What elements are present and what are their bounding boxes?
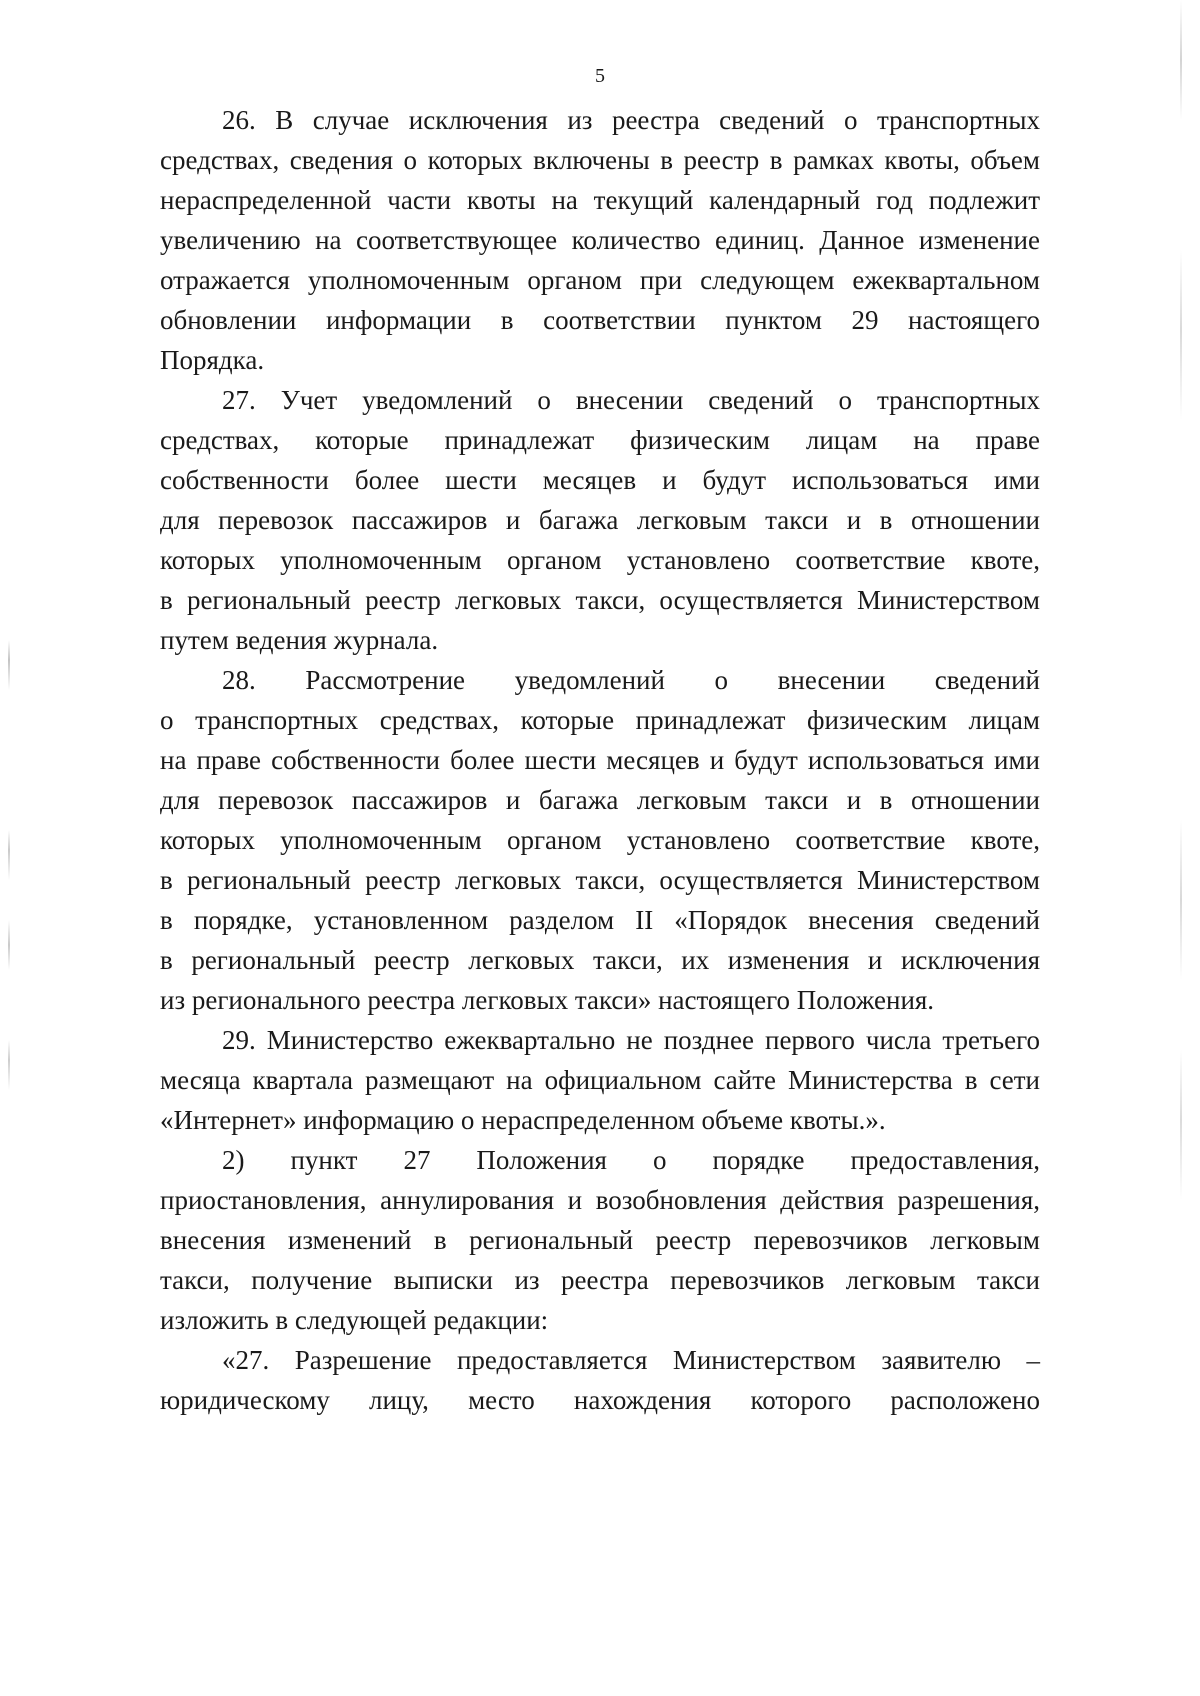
text-line: собственности более шести месяцев и будут использоваться ими — [160, 465, 1040, 495]
text-line: 2) пункт 27 Положения о порядке предоставления, — [222, 1145, 1040, 1175]
text-line: средствах, которые принадлежат физическим лицам на праве — [160, 425, 1040, 455]
text-line: в региональный реестр легковых такси, осуществляется Министерством — [160, 585, 1040, 615]
text-line: приостановления, аннулирования и возобновления действия разрешения, — [160, 1185, 1040, 1215]
text-line: изложить в следующей редакции: — [160, 1305, 549, 1335]
text-line: средствах, сведения о которых включены в реестр в рамках квоты, объем — [160, 145, 1040, 175]
text-line: на праве собственности более шести месяцев и будут использоваться ими — [160, 745, 1040, 775]
text-line: юридическому лицу, место нахождения которого расположено — [160, 1385, 1040, 1415]
scan-artifact-right — [1180, 0, 1182, 1696]
text-line: в региональный реестр легковых такси, их изменения и исключения — [160, 945, 1040, 975]
text-line: Порядка. — [160, 345, 265, 375]
text-line: увеличению на соответствующее количество единиц. Данное изменение — [160, 225, 1040, 255]
page-number: 5 — [595, 65, 605, 87]
text-line: «Интернет» информацию о нераспределенном объеме квоты.». — [160, 1105, 886, 1135]
text-line: такси, получение выписки из реестра перевозчиков легковым такси — [160, 1265, 1040, 1295]
text-line: в региональный реестр легковых такси, осуществляется Министерством — [160, 865, 1040, 895]
text-line: 29. Министерство ежеквартально не позднее первого числа третьего — [222, 1025, 1040, 1055]
text-line: из регионального реестра легковых такси» настоящего Положения. — [160, 985, 935, 1015]
text-line: путем ведения журнала. — [160, 625, 439, 655]
text-line: в порядке, установленном разделом II «Порядок внесения сведений — [160, 905, 1040, 935]
document-body — [160, 100, 1040, 1420]
text-line: внесения изменений в региональный реестр перевозчиков легковым — [160, 1225, 1040, 1255]
text-line: о транспортных средствах, которые принадлежат физическим лицам — [160, 705, 1040, 735]
text-line: для перевозок пассажиров и багажа легковым такси и в отношении — [160, 505, 1040, 535]
text-line: отражается уполномоченным органом при следующем ежеквартальном — [160, 265, 1040, 295]
text-line: для перевозок пассажиров и багажа легковым такси и в отношении — [160, 785, 1040, 815]
text-line: которых уполномоченным органом установлено соответствие квоте, — [160, 545, 1040, 575]
text-line: «27. Разрешение предоставляется Министерством заявителю – — [222, 1345, 1040, 1375]
text-line: 26. В случае исключения из реестра сведений о транспортных — [222, 105, 1040, 135]
text-line: 28. Рассмотрение уведомлений о внесении сведений — [222, 665, 1040, 695]
text-line: которых уполномоченным органом установлено соответствие квоте, — [160, 825, 1040, 855]
text-line: 27. Учет уведомлений о внесении сведений о транспортных — [222, 385, 1040, 415]
text-line: нераспределенной части квоты на текущий календарный год подлежит — [160, 185, 1040, 215]
text-line: обновлении информации в соответствии пунктом 29 настоящего — [160, 305, 1040, 335]
text-line: месяца квартала размещают на официальном сайте Министерства в сети — [160, 1065, 1040, 1095]
scan-artifact-left — [8, 0, 10, 1696]
